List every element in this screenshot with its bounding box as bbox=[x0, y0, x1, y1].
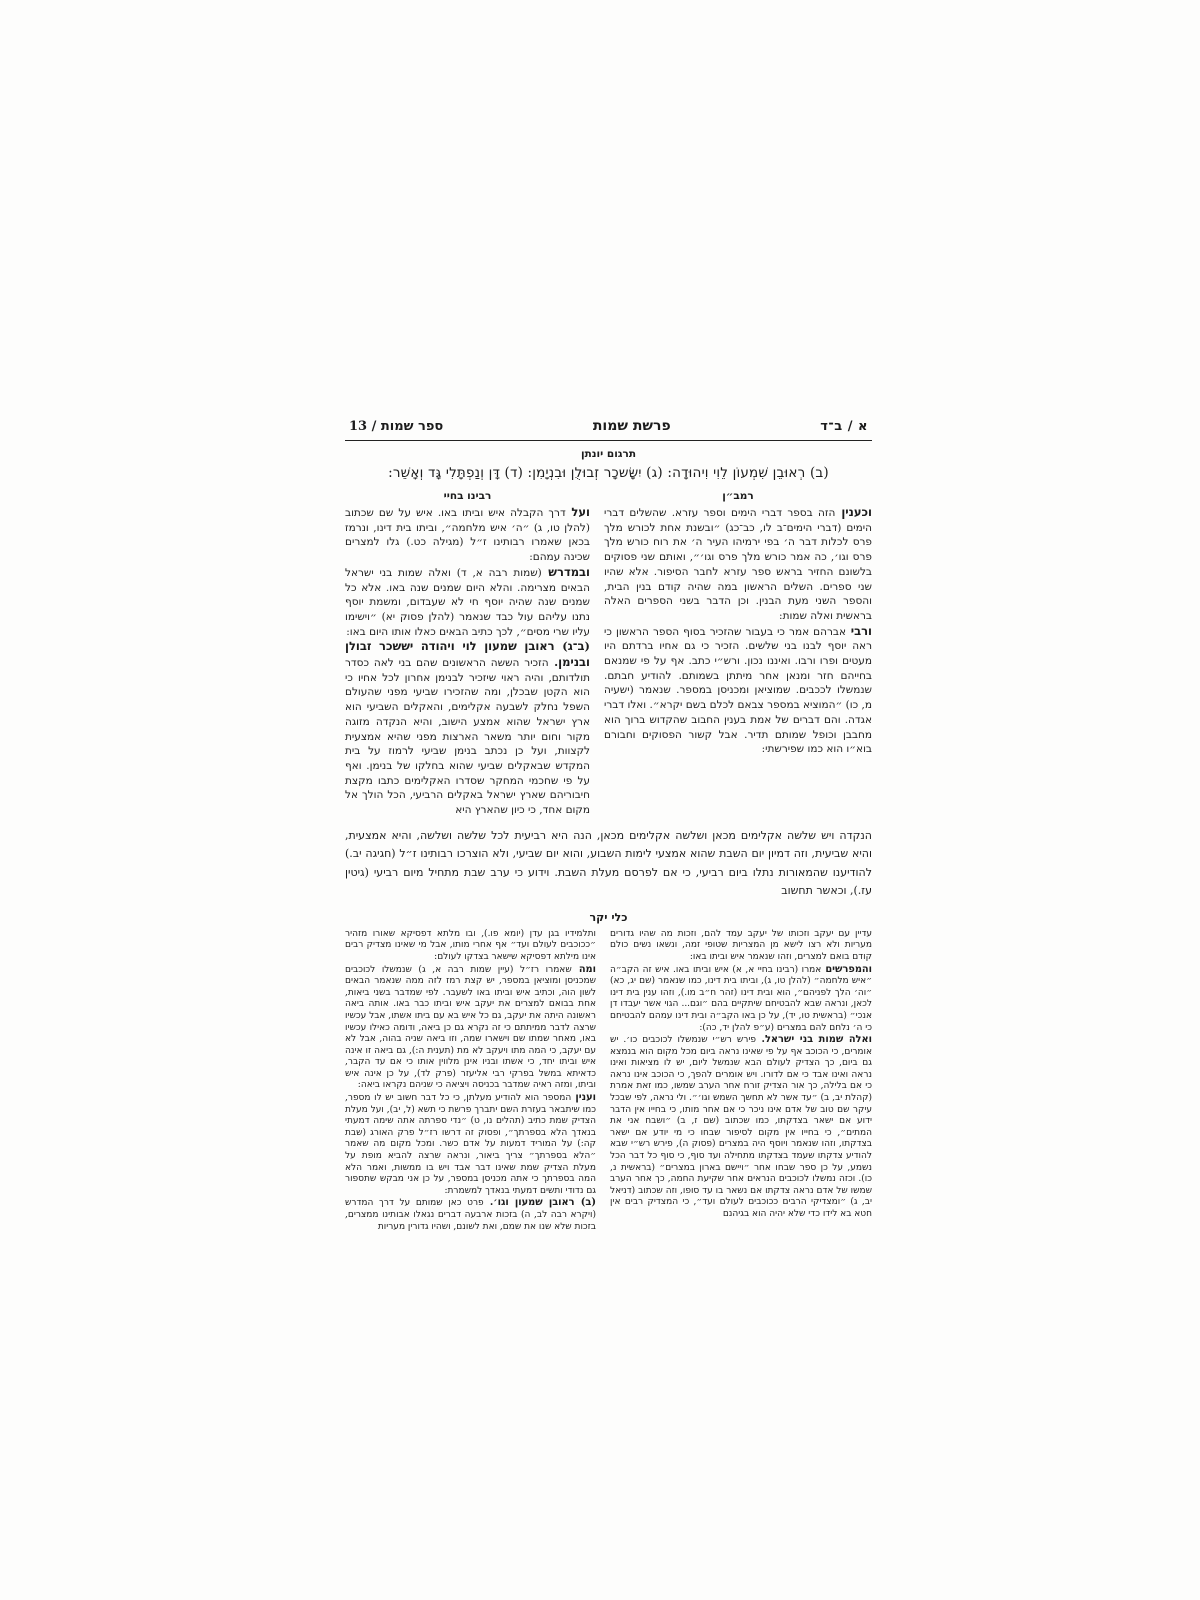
rabbeinu-bachya-section-title: רבינו בחיי bbox=[443, 490, 492, 502]
running-head bbox=[345, 415, 872, 441]
kli-yakar-right-column bbox=[610, 929, 872, 1221]
commentary-paragraph: ואלה שמות בני ישראל. פירש רש״י שנמשלו לכוכבים כו׳. יש אומרים, כי הכוכב אף על פי שאינו נראה ביום מכל מקום הוא בנמצא גם ביום, כך הצדיק לעולם הבא שנמשל ליום, יש לו מציאות ואינו נראה ואינו אבד כי אם לדורו. ויש אומרים להפך, כי הכוכב אינו נראה כי אם בלילה, כך אור הצדיק זורח אחר הערב שמשו, כמו זאת אמרת (קהלת יב, ב) ״עד אשר לא תחשך השמש וגו׳״. ולי נראה, לפי שבכל עיקר שם טוב של אדם אינו ניכר כי אם אחר מותו, כי בחייו אין הדבר ידוע אם ישאר בצדקתו, כמו שכתוב (שם ז, ב) ״ושבח אני את המתים״, כי בחייו אין מקום לסיפור שבחו כי מי יודע אם ישאר בצדקתו, וזהו שנאמר ויוסף היה במצרים (פסוק ה), פירש רש״י שבא להודיע צדקתו שעמד בצדקתו מתחילה ועד סוף, כי סוף כל דבר הכל נשמע, על כן ספר שבחו אחר ״ויישם בארון במצרים״ (בראשית נ, כו). וכזה נמשלו לכוכבים הנראים אחר שקיעת החמה, כך אחר הערב שמשו של אדם נראה צדקתו אם נשאר בו עד סופו, וזה שכתוב (דניאל יב, ג) ״ומצדיקי הרבים ככוכבים לעולם ועד״, כי המצדיק רבים אין חטא בא לידו כדי שלא יהיה הוא בגיהנם bbox=[610, 1034, 872, 1220]
paragraph-lead-word: והמפרשים bbox=[821, 963, 872, 975]
book-and-page-number: ספר שמות / 13 bbox=[349, 419, 444, 434]
paragraph-lead-word: ועל bbox=[565, 505, 590, 519]
ramban-column bbox=[604, 489, 872, 757]
ramban-paragraphs bbox=[604, 505, 872, 757]
commentary-paragraph: (ב־ג) ראובן שמעון לוי ויהודה יששכר זבולן ובנימן. הזכיר הששה הראשונים שהם בני לאה כסדר תולדותם, והיה ראוי שיזכיר לבנימן אחרון לכל אחיו כי הוא הקטן שבכלן, ומה שהזכירו שביעי מפני שהעולם השפל נחלק לשבעה אקלימים, והאקלים השביעי הוא ארץ ישראל שהוא אמצע הישוב, והיא הנקדה מזוגה מקור וחום יותר משאר הארצות מפני שהיא אמצעית לקצוות, ועל כן נכתב בנימן שביעי לרמוז על בית המקדש שבאקלים שביעי שהוא בחלקו של בנימן. ואף על פי שחכמי המחקר שסדרו האקלימים כתבו מקצת חיבוריהם שארץ ישראל באקלים הרביעי, הכל הולך אל מקום אחד, כי כיון שהארץ היא bbox=[345, 639, 590, 817]
paragraph-lead-word: וענין bbox=[571, 1092, 596, 1104]
commentary-paragraph: ובמדרש (שמות רבה א, ד) ואלה שמות בני ישראל הבאים מצרימה. והלא היום שמנים שנה באו. אלא כל שמנים שנה שהיה יוסף חי לא שעבדום, ומשמת יוסף נתנו עליהם עול כבד שנאמר (להלן פסוק יא) ״וישימו עליו שרי מסים״, לכך כתיב הבאים כאלו אותו היום באו: bbox=[345, 564, 590, 638]
rabbeinu-bachya-column bbox=[345, 489, 590, 818]
parsha-title: פרשת שמות bbox=[592, 418, 671, 434]
paragraph-lead-word: וכענין bbox=[835, 505, 872, 519]
commentary-paragraph: עדיין עם יעקב וזכותו של יעקב עמד להם, וזכות מה שהיו גדורים מעריות ולא רצו לישא מן המצריות שטופי זמה, ונשאו נשים כולם קודם בואם למצרים, וזהו שנאמר איש וביתו באו: bbox=[610, 928, 872, 962]
commentary-paragraph: (ב) ראובן שמעון וגו׳. פרט כאן שמותם על דרך המדרש (ויקרא רבה לב, ה) בזכות ארבעה דברים נגאלו אבותינו ממצרים, בזכות שלא שנו את שמם, ואת לשונם, ושהיו גדורין מעריות bbox=[345, 1197, 596, 1232]
kli-yakar-left-column bbox=[345, 929, 596, 1233]
chapter-verse-reference: א / ב־ד bbox=[820, 419, 868, 434]
targum-verse-text: (ב) רְאוּבֵן שִׁמְעוֹן לֵוִי וִיהוּדָה: (ג) יִשָּׂשכָר זְבוּלֻן וּבִנְיָמִן: (ד) דָּן וְנַפְתָּלִי גָּד וְאָשֵׁר: bbox=[388, 465, 829, 481]
paragraph-lead-word: (ב) ראובן שמעון וגו׳. bbox=[483, 1197, 596, 1209]
kli-yakar-columns bbox=[345, 929, 872, 1233]
kli-yakar-right-paragraphs bbox=[610, 929, 872, 1221]
paragraph-lead-word: ובמדרש bbox=[541, 564, 590, 579]
kli-yakar-section-title: כלי יקר bbox=[589, 910, 628, 924]
rabbeinu-bachya-paragraphs bbox=[345, 505, 590, 818]
commentary-paragraph: וכענין הזה בספר דברי הימים וספר עזרא. שהשלים דברי הימים (דברי הימים־ב לו, כב־כג) ״ובשנת אחת לכורש מלך פרס לכלות דבר ה׳ בפי ירמיהו העיר ה׳ את רוח כורש מלך פרס וגו׳, כה אמר כורש מלך פרס וגו׳״, ואותם שני פסוקים בלשונם החזיר בראש ספר עזרא לחבר הסיפור. אלא שהיו שני ספרים. השלים הראשון במה שהיה קודם בנין הבית, והספר השני מעת הבנין. וכן הדבר בשני הספרים האלה בראשית ואלה שמות: bbox=[604, 505, 872, 622]
kli-yakar-left-paragraphs bbox=[345, 929, 596, 1233]
paragraph-lead-word: ורבי bbox=[846, 623, 872, 638]
paragraph-lead-word: ומה bbox=[571, 963, 596, 975]
bachya-continuation-band: הנקדה ויש שלשה אקלימים מכאן ושלשה אקלימים מכאן, הנה היא רביעית לכל שלשה ושלשה, והיא אמצעית, והיא שביעית, וזה דמיון יום השבת שהוא אמצעי לימות השבוע, והוא יום שביעי, ולא הוצרכו רבותינו ז״ל (חגיגה יב.) להודיענו שהמאורות נתלו ביום רביעי, כי אם לפרסם מעלת השבת. וידוע כי ערב שבת מתחיל מיום רביעי (גיטין עז.), וכאשר תחשוב bbox=[345, 828, 872, 898]
paragraph-lead-word: ואלה שמות בני ישראל. bbox=[755, 1034, 872, 1046]
page-content bbox=[345, 415, 872, 1233]
commentary-paragraph: וענין המספר הוא להודיע מעלתן, כי כל דבר חשוב יש לו מספר, כמו שיתבאר בעזרת השם יתברך פרשת כי תשא (ל, יב), ועל מעלת הצדיק שמת כתיב (תהלים נו, ט) ״נדי ספרתה אתה שימה דמעתי בנאדך הלא בספרתך״, ופסוק זה דרשו רז״ל פרק האורג (שבת קה:) על המוריד דמעות על אדם כשר. ומכל מקום מה שאמר ״הלא בספרתך״ צריך ביאור, ונראה שרצה להביא מופת על מעלת הצדיק שמת שאינו דבר אבד ויש בו ממשות, ואמר הלא המה בספרתך כי אתה מכניסן במספר, על כן אני מבקש שתספור גם נדודי ותשים דמעתי בנאדך למשמרת: bbox=[345, 1092, 596, 1196]
commentary-paragraph: ותלמידיו בגן עדן (יומא פו.), ובו מלתא דפסיקא שאורו מזהיר ״ככוכבים לעולם ועד״ אף אחרי מותו, אבל מי שאינו מצדיק רבים אינו מילתא דפסיקא שישאר בצדקו לעולם: bbox=[345, 928, 596, 962]
paragraph-lead-word: (ב־ג) ראובן שמעון לוי ויהודה יששכר זבולן ובנימן. bbox=[345, 639, 590, 670]
targum-section bbox=[345, 448, 872, 483]
upper-commentary-columns bbox=[345, 489, 872, 818]
ramban-section-title: רמב״ן bbox=[722, 490, 754, 502]
commentary-paragraph: והמפרשים אמרו (רבינו בחיי א, א) איש וביתו באו. איש זה הקב״ה ״איש מלחמה״ (להלן טו, ג), וביתו בית דינו, כמו שנאמר (שם יג, כא) ״וה׳ הלך לפניהם״, הוא ובית דינו (זהר ח״ב מו.), וזהו ענין בית דינו לכאן, ונראה שבא להבטיחם שיתקיים בהם ״וגם... הגוי אשר יעבדו דן אנכי״ (בראשית טו, יד), על כן באו הקב״ה ובית דינו עמהם להבטיחם כי ה׳ נלחם להם במצרים (ע״פ להלן יד, כה): bbox=[610, 963, 872, 1033]
commentary-paragraph: ומה שאמרו רז״ל (עיין שמות רבה א, ג) שנמשלו לכוכבים שמכניסן ומוציאן במספר, יש קצת רמז לזה ממה שנאמר הבאים לשון הוה, וכתיב איש וביתו באו לשעבר. לפי שמדבר בשני ביאות, אחת בבואם למצרים את יעקב איש וביתו כבר באו. אותה ביאה ראשונה היתה את יעקב, גם כל איש בא עם ביתו אשתו, אבל עכשיו שרצה לדבר ממיתתם כי זה נקרא גם כן ביאה, ודומה כאילו עכשיו באו, מאחר שמתו שם וישארו שמה, וזו ביאה שניה בהוה, אבל לא עם יעקב, כי המה מתו ויעקב לא מת (תענית ה:), גם ביאה זו אינה איש וביתו יחד, כי אשתו ובניו אינן מלווין אותו כי אם עד הקבר, כדאיתא במשל בפרקי רבי אליעזר (פרק לד), על כן אינה איש וביתו, ומזה ראיה שמדבר בכניסה ויציאה כי שניהם נקראו ביאה: bbox=[344, 963, 596, 1091]
commentary-paragraph: ורבי אברהם אמר כי בעבור שהזכיר בסוף הספר הראשון כי ראה יוסף לבנו בני שלשים. הזכיר כי גם אחיו ברדתם היו מעטים ופרו ורבו. ואיננו נכון. ורש״י כתב. אף על פי שמנאם בחייהם חזר ומנאן אחר מיתתן בשמותם. להודיע חבתם. שנמשלו לככבים. שמוציאן ומכניסן במספר. שנאמר (ישעיה מ, כו) ״המוציא במספר צבאם לכלם בשם יקרא״. ואלו דברי אגדה. והם דברים של אמת בענין החבוב שהקדוש ברוך הוא מחבבן וכופל שמותם תדיר. אבל קשור הפסוקים וחבורם בוא״ו הוא כמו שפירשתי: bbox=[604, 623, 872, 756]
commentary-paragraph: ועל דרך הקבלה איש וביתו באו. איש על שם שכתוב (להלן טו, ג) ״ה׳ איש מלחמה״, וביתו בית דינו, ונרמז בכאן שאמרו רבותינו ז״ל (מגילה כט.) גלו למצרים שכינה עמהם: bbox=[345, 505, 590, 564]
targum-section-title: תרגום יונתן bbox=[581, 448, 636, 460]
